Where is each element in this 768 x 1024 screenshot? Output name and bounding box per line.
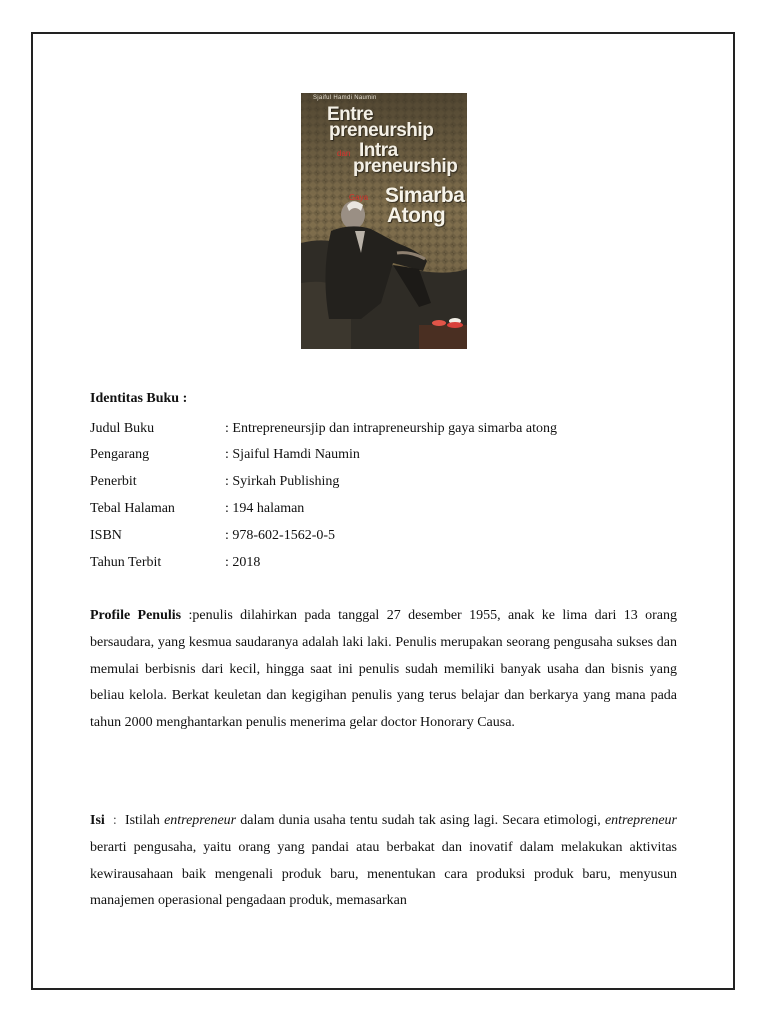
identitas-value: : 978-602-1562-0-5	[225, 528, 336, 543]
isi-emphasis: entrepreneur	[164, 813, 237, 828]
identitas-label: Judul Buku	[90, 421, 155, 436]
identitas-value: : Sjaiful Hamdi Naumin	[225, 447, 360, 462]
cover-author-title: Simarba	[385, 184, 465, 207]
identitas-label: Tebal Halaman	[90, 501, 175, 516]
isi-paragraph	[90, 808, 677, 915]
identitas-label: Tahun Terbit	[90, 555, 162, 570]
cover-connector: dan	[337, 149, 351, 158]
isi-label: Isi	[90, 813, 105, 828]
cover-title-line: Intra	[359, 140, 398, 161]
book-cover-image	[301, 93, 467, 349]
isi-text: Istilah	[124, 813, 165, 828]
cover-author-name: Sjaiful Hamdi Naumin	[313, 95, 377, 101]
isi-emphasis: entrepreneur	[604, 813, 677, 828]
profile-label: Profile Penulis	[90, 608, 182, 623]
cover-title-line: Entre	[327, 104, 374, 125]
isi-text: berarti pengusaha, yaitu orang yang pandai atau berbakat dan inovatif dalam melakukan aktivitas kewirausahaan baik mengenali produk baru, menentukan cara produksi produk baru, menyusun manajemen operasional pengadaan produk, memasarkan	[90, 839, 677, 909]
identitas-heading: Identitas Buku :	[90, 391, 188, 406]
identitas-value: : Entrepreneursjip dan intrapreneurship gaya simarba atong	[225, 421, 557, 436]
cover-title-line: preneurship	[353, 156, 458, 177]
identitas-value: : Syirkah Publishing	[225, 474, 340, 489]
profile-text: :penulis dilahirkan pada tanggal 27 desember 1955, anak ke lima dari 13 orang bersaudara, yang kesmua saudaranya adalah laki laki. Penulis merupakan seorang pengusaha sukses dan memulai berbisnis dari kecil, hingga saat ini penulis sudah memiliki banyak usaha dan bisnis yang beliau kelola. Berkat keuletan dan kegigihan penulis yang terus belajar dan berkarya yang mana pada tahun 2000 menghantarkan penulis menerima gelar doctor Honorary Causa.	[90, 608, 677, 731]
identitas-label: ISBN	[90, 528, 122, 543]
isi-separator: :	[108, 813, 121, 828]
cover-title-block	[301, 93, 467, 349]
cover-connector: Gaya	[349, 193, 369, 202]
identitas-value: : 194 halaman	[225, 501, 305, 516]
profile-paragraph	[90, 603, 677, 737]
cover-author-title: Atong	[387, 204, 446, 227]
identitas-label: Penerbit	[90, 474, 137, 489]
identitas-value: : 2018	[225, 555, 261, 570]
identitas-label: Pengarang	[90, 447, 150, 462]
isi-text: dalam dunia usaha tentu sudah tak asing lagi. Secara etimologi,	[236, 813, 605, 828]
cover-title-line: preneurship	[329, 120, 434, 141]
